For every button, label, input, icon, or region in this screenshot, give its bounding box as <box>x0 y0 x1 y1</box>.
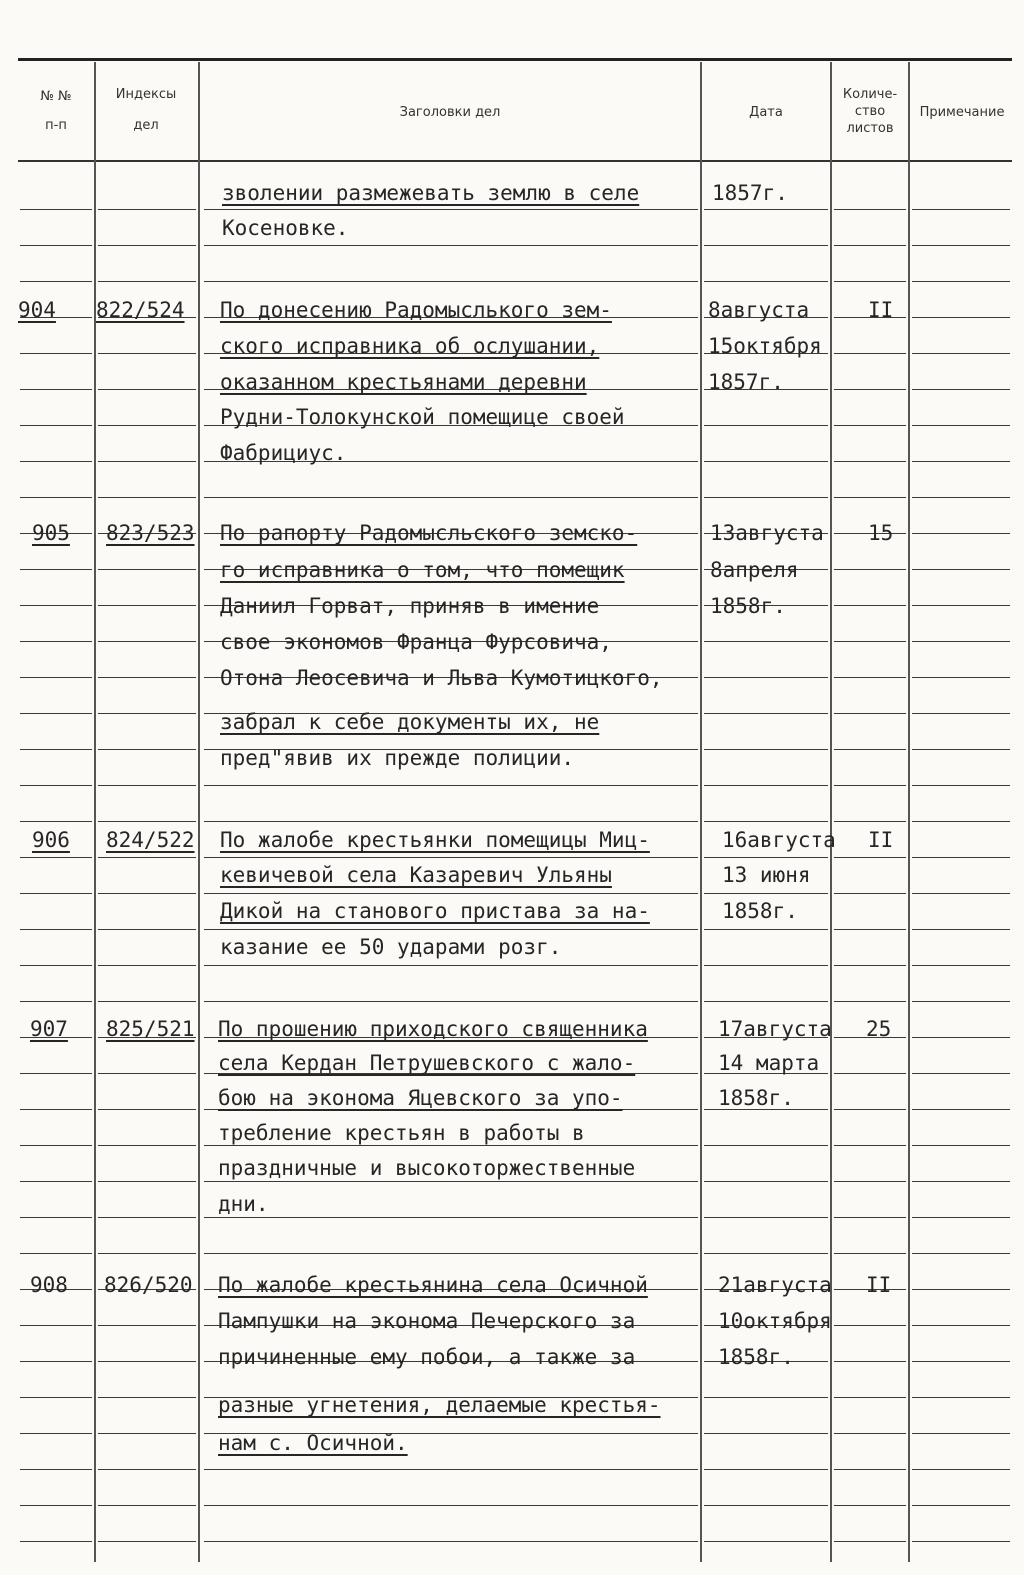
ruled-line <box>912 928 1010 930</box>
ruled-line <box>98 1180 196 1182</box>
ruled-line <box>834 784 906 786</box>
ruled-line <box>704 496 828 498</box>
entry-title-line: зволении размежевать землю в селе <box>222 181 640 205</box>
ruled-line <box>834 928 906 930</box>
ruled-line <box>834 1216 906 1218</box>
header-index: Индексы дел <box>115 87 177 133</box>
ruled-line <box>98 964 196 966</box>
ruled-line <box>20 712 92 714</box>
ruled-line <box>98 388 196 390</box>
ruled-line <box>912 676 1010 678</box>
ruled-line <box>834 820 906 822</box>
entry-date-line: 1858г. <box>710 594 786 618</box>
ruled-line <box>834 1000 906 1002</box>
ruled-line <box>912 712 1010 714</box>
column-divider <box>830 62 832 1562</box>
entry-sheet-count: II <box>868 298 894 322</box>
ruled-line <box>204 280 698 282</box>
ruled-line <box>20 1072 92 1074</box>
header-sheet-count: Количе- ство листов <box>842 87 898 136</box>
ruled-line <box>204 1504 698 1506</box>
ruled-line <box>20 244 92 246</box>
entry-index: 824/522 <box>106 828 195 852</box>
ruled-line <box>20 352 92 354</box>
entry-number: 905 <box>32 521 70 545</box>
ruled-line <box>704 1396 828 1398</box>
ruled-line <box>98 1396 196 1398</box>
ruled-line <box>98 1216 196 1218</box>
ruled-line <box>704 784 828 786</box>
entry-title-line: По жалобе крестьянки помещицы Миц- <box>220 828 650 852</box>
ruled-line <box>704 892 828 894</box>
ruled-line <box>98 244 196 246</box>
ruled-line <box>834 1432 906 1434</box>
ruled-line <box>834 1396 906 1398</box>
ruled-line <box>912 1540 1010 1542</box>
ruled-line <box>20 604 92 606</box>
column-divider <box>908 62 910 1562</box>
ruled-line <box>912 1180 1010 1182</box>
header-date: Дата <box>749 105 783 120</box>
ruled-line <box>204 1540 698 1542</box>
ruled-line <box>98 604 196 606</box>
ruled-line <box>20 424 92 426</box>
ruled-line <box>834 676 906 678</box>
header-note: Примечание <box>919 105 1005 120</box>
ruled-line <box>704 928 828 930</box>
ruled-line <box>704 1432 828 1434</box>
ruled-line <box>834 1504 906 1506</box>
ruled-line <box>204 1000 698 1002</box>
ruled-line <box>834 280 906 282</box>
entry-date-line: 16августа <box>722 828 836 852</box>
ruled-line <box>20 568 92 570</box>
ruled-line <box>834 1324 906 1326</box>
entry-sheet-count: II <box>866 1273 892 1297</box>
ruled-line <box>704 1180 828 1182</box>
ruled-line <box>20 1000 92 1002</box>
ruled-line <box>20 1396 92 1398</box>
header-title: Заголовки дел <box>399 105 501 120</box>
ruled-line <box>912 388 1010 390</box>
ruled-line <box>704 1000 828 1002</box>
ruled-line <box>204 964 698 966</box>
ruled-line <box>20 1432 92 1434</box>
ruled-line <box>20 1216 92 1218</box>
ruled-line <box>98 928 196 930</box>
entry-sheet-count: 25 <box>866 1017 892 1041</box>
ruled-line <box>204 928 698 930</box>
ruled-line <box>98 460 196 462</box>
ruled-line <box>98 676 196 678</box>
ruled-line <box>20 1180 92 1182</box>
entry-date-line: 21августа <box>718 1273 832 1297</box>
ruled-line <box>834 208 906 210</box>
ruled-line <box>912 352 1010 354</box>
ruled-line <box>704 1252 828 1254</box>
ruled-line <box>98 1504 196 1506</box>
entry-sheet-count: II <box>868 828 894 852</box>
ruled-line <box>98 892 196 894</box>
ruled-line <box>834 1072 906 1074</box>
ruled-line <box>834 640 906 642</box>
ruled-line <box>834 856 906 858</box>
ruled-line <box>912 784 1010 786</box>
ruled-line <box>912 496 1010 498</box>
entry-title-line: оказанном крестьянами деревни <box>220 370 587 394</box>
entry-title-line: казание ее 50 ударами розг. <box>220 935 562 959</box>
entry-date-line: 8апреля <box>710 558 799 582</box>
ruled-line <box>834 892 906 894</box>
ruled-line <box>912 1360 1010 1362</box>
ruled-line <box>98 1072 196 1074</box>
entry-date-line: 1857г. <box>708 370 784 394</box>
ruled-line <box>834 1144 906 1146</box>
entry-date-line: 1858г. <box>718 1345 794 1369</box>
entry-title-line: нам с. Осичной. <box>218 1431 408 1455</box>
ruled-line <box>704 244 828 246</box>
ruled-line <box>912 424 1010 426</box>
entry-date-line: 8августа <box>708 298 810 322</box>
ruled-line <box>20 1144 92 1146</box>
ruled-line <box>20 748 92 750</box>
ruled-line <box>98 424 196 426</box>
ruled-line <box>704 460 828 462</box>
ruled-line <box>20 388 92 390</box>
ruled-line <box>98 1144 196 1146</box>
ruled-line <box>912 568 1010 570</box>
ruled-line <box>912 748 1010 750</box>
ruled-line <box>704 964 828 966</box>
ruled-line <box>20 640 92 642</box>
entry-title-line: Рудни-Толокунской помещице своей <box>220 405 625 429</box>
ruled-line <box>912 532 1010 534</box>
entry-title-line: требление крестьян в работы в <box>218 1121 585 1145</box>
ruled-line <box>912 1144 1010 1146</box>
ruled-line <box>912 640 1010 642</box>
entry-title-line: По прошению приходского священника <box>218 1017 648 1041</box>
entry-title-line: села Кердан Петрушевского с жало- <box>218 1051 636 1075</box>
entry-title-line: причиненные ему побои, а также за <box>218 1345 636 1369</box>
ruled-line <box>20 208 92 210</box>
ruled-line <box>98 640 196 642</box>
entry-index: 825/521 <box>106 1017 195 1041</box>
column-divider <box>198 62 200 1562</box>
entry-title-line: забрал к себе документы их, не <box>220 710 600 734</box>
ruled-line <box>704 856 828 858</box>
ruled-line <box>834 1540 906 1542</box>
ruled-line <box>20 964 92 966</box>
ruled-line <box>20 1324 92 1326</box>
ruled-line <box>98 208 196 210</box>
ruled-line <box>98 280 196 282</box>
ruled-line <box>98 1360 196 1362</box>
ruled-line <box>834 244 906 246</box>
entry-title-line: ского исправника об ослушании, <box>220 334 600 358</box>
ruled-line <box>204 208 698 210</box>
header-number: № № п-п <box>40 89 72 133</box>
ruled-line <box>204 856 698 858</box>
entry-date-line: 15октября <box>708 334 822 358</box>
ruled-line <box>912 1000 1010 1002</box>
column-divider <box>94 62 96 1562</box>
ruled-line <box>204 244 698 246</box>
ruled-line <box>98 820 196 822</box>
ruled-line <box>204 496 698 498</box>
entry-date-line: 14 марта <box>718 1051 820 1075</box>
ruled-line <box>98 352 196 354</box>
ruled-line <box>912 892 1010 894</box>
ruled-line <box>704 820 828 822</box>
entry-title-line: Отона Леосевича и Льва Кумотицкого, <box>220 666 663 690</box>
ruled-line <box>98 1468 196 1470</box>
ruled-line <box>204 784 698 786</box>
ruled-line <box>20 676 92 678</box>
ruled-line <box>204 820 698 822</box>
ruled-line <box>834 1108 906 1110</box>
entry-title-line: Косеновке. <box>222 216 349 240</box>
ruled-line <box>98 1540 196 1542</box>
entry-index: 823/523 <box>106 521 195 545</box>
ruled-line <box>834 1180 906 1182</box>
entry-title-line: По рапорту Радомысльского земско- <box>220 521 638 545</box>
ruled-line <box>98 1252 196 1254</box>
ruled-line <box>834 604 906 606</box>
ruled-line <box>20 280 92 282</box>
ruled-line <box>20 820 92 822</box>
top-rule <box>18 58 1012 61</box>
entry-title-line: Даниил Горват, приняв в имение <box>220 594 600 618</box>
ruled-line <box>20 784 92 786</box>
ruled-line <box>704 424 828 426</box>
entry-title-line: По донесению Радомыслького зем- <box>220 298 612 322</box>
entry-date-line: 13 июня <box>722 863 811 887</box>
entry-index: 822/524 <box>96 298 185 322</box>
ruled-line <box>704 1540 828 1542</box>
ruled-line <box>834 496 906 498</box>
entry-date-line: 1858г. <box>722 899 798 923</box>
entry-date-line: 17августа <box>718 1017 832 1041</box>
ruled-line <box>912 316 1010 318</box>
ruled-line <box>912 1216 1010 1218</box>
ruled-line <box>912 280 1010 282</box>
entry-title-line: Пампушки на эконома Печерского за <box>218 1309 636 1333</box>
entry-title-line: пред"явив их прежде полиции. <box>220 746 575 770</box>
ruled-line <box>20 1108 92 1110</box>
entry-number: 906 <box>32 828 70 852</box>
entry-date-line: 1858г. <box>718 1086 794 1110</box>
ruled-line <box>834 388 906 390</box>
entry-number: 908 <box>30 1273 68 1297</box>
entry-sheet-count: 15 <box>868 521 894 545</box>
ruled-line <box>20 1504 92 1506</box>
ruled-line <box>834 424 906 426</box>
ruled-line <box>704 748 828 750</box>
entry-title-line: Дикой на станового пристава за на- <box>220 899 650 923</box>
ruled-line <box>912 1504 1010 1506</box>
ruled-line <box>704 280 828 282</box>
entry-title-line: бою на эконома Яцевского за упо- <box>218 1086 623 1110</box>
ruled-line <box>912 1108 1010 1110</box>
ruled-line <box>204 1252 698 1254</box>
entry-title-line: разные угнетения, делаемые крестья- <box>218 1393 661 1417</box>
ruled-line <box>912 1036 1010 1038</box>
ruled-line <box>20 460 92 462</box>
ruled-line <box>20 928 92 930</box>
ruled-line <box>834 568 906 570</box>
ruled-line <box>20 1360 92 1362</box>
entry-number: 907 <box>30 1017 68 1041</box>
ruled-line <box>704 676 828 678</box>
ruled-line <box>912 1432 1010 1434</box>
entry-title-line: дни. <box>218 1192 269 1216</box>
ruled-line <box>912 604 1010 606</box>
column-divider <box>700 62 702 1562</box>
ruled-line <box>98 856 196 858</box>
ruled-line <box>912 856 1010 858</box>
entry-title-line: праздничные и высокоторжественные <box>218 1156 636 1180</box>
ruled-line <box>912 1468 1010 1470</box>
ruled-line <box>834 1468 906 1470</box>
ruled-line <box>98 568 196 570</box>
ruled-line <box>704 1144 828 1146</box>
ruled-line <box>834 712 906 714</box>
entry-title-line: По жалобе крестьянина села Осичной <box>218 1273 648 1297</box>
ruled-line <box>834 748 906 750</box>
ruled-line <box>20 856 92 858</box>
ruled-line <box>834 352 906 354</box>
entry-title-line: кевичевой села Казаревич Ульяны <box>220 863 612 887</box>
ruled-line <box>204 892 698 894</box>
ruled-line <box>912 1396 1010 1398</box>
ruled-line <box>704 712 828 714</box>
ruled-line <box>912 1288 1010 1290</box>
ruled-line <box>204 1216 698 1218</box>
ruled-line <box>834 1252 906 1254</box>
ruled-line <box>98 1432 196 1434</box>
ruled-line <box>98 1324 196 1326</box>
ruled-line <box>20 496 92 498</box>
entry-title-line: го исправника о том, что помещик <box>220 558 625 582</box>
ruled-line <box>912 1252 1010 1254</box>
ruled-line <box>704 1468 828 1470</box>
ruled-line <box>912 964 1010 966</box>
ruled-line <box>204 1468 698 1470</box>
ruled-line <box>912 460 1010 462</box>
entry-date-line: 10октября <box>718 1309 832 1333</box>
ruled-line <box>98 1108 196 1110</box>
ruled-line <box>704 1216 828 1218</box>
header-rule <box>18 160 1012 162</box>
entry-date-line: 1857г. <box>712 181 788 205</box>
ruled-line <box>20 1540 92 1542</box>
entry-index: 826/520 <box>104 1273 193 1297</box>
ruled-line <box>98 712 196 714</box>
entry-date-line: 13августа <box>710 521 824 545</box>
ruled-line <box>98 496 196 498</box>
ruled-line <box>704 640 828 642</box>
ruled-line <box>834 460 906 462</box>
ruled-line <box>834 964 906 966</box>
entry-title-line: свое экономов Франца Фурсовича, <box>220 630 612 654</box>
ruled-line <box>912 244 1010 246</box>
entry-title-line: Фабрициус. <box>220 441 347 465</box>
ruled-line <box>20 892 92 894</box>
ruled-line <box>98 1000 196 1002</box>
ruled-line <box>704 1504 828 1506</box>
entry-number: 904 <box>18 298 56 322</box>
ruled-line <box>20 1468 92 1470</box>
ruled-line <box>912 208 1010 210</box>
ruled-line <box>912 1072 1010 1074</box>
ruled-line <box>834 1360 906 1362</box>
ruled-line <box>20 1252 92 1254</box>
ruled-line <box>98 784 196 786</box>
ruled-line <box>704 208 828 210</box>
ruled-line <box>912 1324 1010 1326</box>
ruled-line <box>98 748 196 750</box>
ruled-line <box>912 820 1010 822</box>
